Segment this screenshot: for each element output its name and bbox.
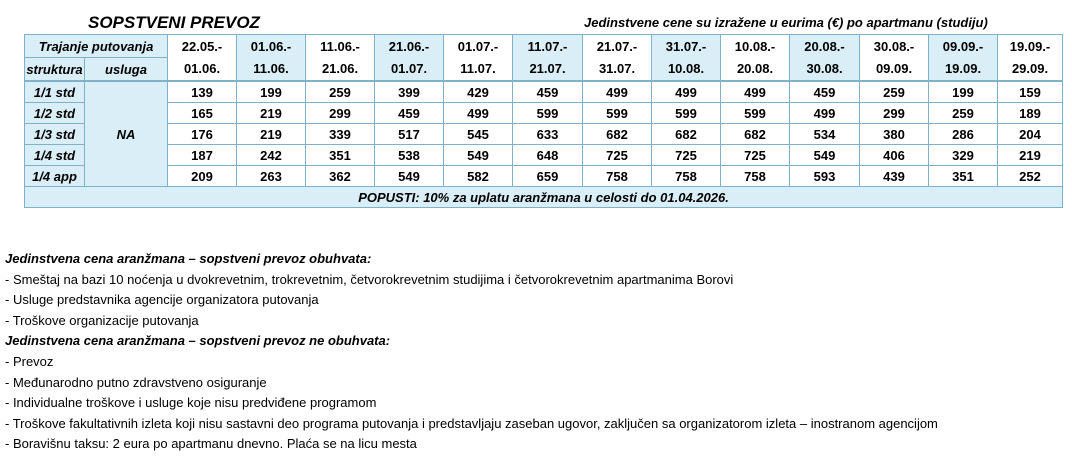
price-cell: 549 (444, 145, 513, 166)
period-header: 11.06.- 21.06. (306, 35, 375, 82)
table-row (25, 103, 1063, 124)
period-header: 01.06.- 11.06. (237, 35, 306, 82)
table-row (25, 145, 1063, 166)
price-cell: 159 (998, 81, 1063, 103)
price-cell: 758 (721, 166, 790, 187)
table-row (25, 124, 1063, 145)
price-cell: 242 (237, 145, 306, 166)
discount-note: POPUSTI: 10% za uplatu aranžmana u celosti do 01.04.2026. (25, 187, 1063, 208)
price-cell: 499 (652, 81, 721, 103)
price-cell: 362 (306, 166, 375, 187)
table-row (25, 166, 1063, 187)
price-cell: 399 (375, 81, 444, 103)
price-cell: 682 (721, 124, 790, 145)
price-cell: 165 (168, 103, 237, 124)
includes-item: - Usluge predstavnika agencije organizatora putovanja (5, 292, 319, 308)
period-header: 22.05.- 01.06. (168, 35, 237, 82)
price-cell: 263 (237, 166, 306, 187)
price-cell: 499 (721, 81, 790, 103)
price-cell: 139 (168, 81, 237, 103)
page-title: SOPSTVENI PREVOZ (88, 13, 260, 32)
period-header: 09.09.- 19.09. (929, 35, 998, 82)
price-cell: 351 (306, 145, 375, 166)
period-header: 01.07.- 11.07. (444, 35, 513, 82)
price-cell: 499 (790, 103, 860, 124)
price-cell: 199 (929, 81, 998, 103)
period-header: 21.07.- 31.07. (583, 35, 652, 82)
duration-header: Trajanje putovanja (25, 35, 168, 58)
price-cell: 219 (237, 103, 306, 124)
price-cell: 259 (306, 81, 375, 103)
price-cell: 259 (929, 103, 998, 124)
structure-header: struktura (25, 58, 85, 82)
price-cell: 534 (790, 124, 860, 145)
price-cell: 339 (306, 124, 375, 145)
structure-cell: 1/2 std (25, 103, 85, 124)
price-cell: 299 (306, 103, 375, 124)
service-cell: NA (85, 81, 168, 187)
price-cell: 406 (860, 145, 929, 166)
price-cell: 259 (860, 81, 929, 103)
price-cell: 549 (375, 166, 444, 187)
price-cell: 459 (790, 81, 860, 103)
price-cell: 599 (513, 103, 583, 124)
period-header: 31.07.- 10.08. (652, 35, 721, 82)
price-cell: 582 (444, 166, 513, 187)
price-cell: 286 (929, 124, 998, 145)
period-header: 10.08.- 20.08. (721, 35, 790, 82)
price-cell: 682 (652, 124, 721, 145)
excludes-item: - Međunarodno putno zdravstveno osiguranje (5, 374, 267, 390)
price-cell: 209 (168, 166, 237, 187)
excludes-item: - Individualne troškove i usluge koje nisu predviđene programom (5, 395, 377, 411)
includes-item: - Smeštaj na bazi 10 noćenja u dvokrevetnim, trokrevetnim, četvorokrevetnim studijima i četvorokrevetnim apartmanima Borovi (5, 271, 734, 287)
includes-item: - Troškove organizacije putovanja (5, 312, 199, 328)
includes-heading: Jedinstvena cena aranžmana – sopstveni prevoz obuhvata: (5, 251, 372, 266)
price-cell: 682 (583, 124, 652, 145)
period-header: 19.09.- 29.09. (998, 35, 1063, 82)
price-cell: 593 (790, 166, 860, 187)
service-header: usluga (85, 58, 168, 82)
excludes-item: - Prevoz (5, 353, 54, 369)
price-cell: 659 (513, 166, 583, 187)
price-cell: 633 (513, 124, 583, 145)
price-cell: 758 (583, 166, 652, 187)
price-cell: 189 (998, 103, 1063, 124)
structure-cell: 1/4 std (25, 145, 85, 166)
price-cell: 459 (513, 81, 583, 103)
excludes-item: - Troškove fakultativnih izleta koji nisu sastavni deo programa putovanja i predstavljaju zaseban ugovor, zaključen sa organizatorom izleta – inostranom agencijom (5, 415, 938, 431)
price-cell: 380 (860, 124, 929, 145)
price-cell: 351 (929, 166, 998, 187)
price-cell: 538 (375, 145, 444, 166)
period-header: 11.07.- 21.07. (513, 35, 583, 82)
price-cell: 599 (583, 103, 652, 124)
period-header: 20.08.- 30.08. (790, 35, 860, 82)
price-cell: 329 (929, 145, 998, 166)
price-cell: 439 (860, 166, 929, 187)
price-cell: 545 (444, 124, 513, 145)
structure-cell: 1/1 std (25, 81, 85, 103)
price-cell: 299 (860, 103, 929, 124)
currency-note: Jedinstvene cene su izražene u eurima (€) po apartmanu (studiju) (584, 15, 988, 30)
price-cell: 725 (652, 145, 721, 166)
price-cell: 725 (721, 145, 790, 166)
price-cell: 517 (375, 124, 444, 145)
price-cell: 758 (652, 166, 721, 187)
price-cell: 599 (721, 103, 790, 124)
conditions-text (5, 249, 938, 455)
structure-cell: 1/3 std (25, 124, 85, 145)
price-cell: 648 (513, 145, 583, 166)
price-cell: 204 (998, 124, 1063, 145)
excludes-item: - Boravišnu taksu: 2 eura po apartmanu dnevno. Plaća se na licu mesta (5, 436, 417, 452)
price-cell: 176 (168, 124, 237, 145)
price-cell: 199 (237, 81, 306, 103)
price-cell: 499 (444, 103, 513, 124)
price-cell: 219 (237, 124, 306, 145)
period-header: 21.06.- 01.07. (375, 35, 444, 82)
price-cell: 549 (790, 145, 860, 166)
structure-cell: 1/4 app (25, 166, 85, 187)
price-cell: 252 (998, 166, 1063, 187)
price-table (24, 34, 1063, 208)
price-cell: 725 (583, 145, 652, 166)
price-cell: 187 (168, 145, 237, 166)
price-cell: 499 (583, 81, 652, 103)
table-row (25, 81, 1063, 103)
price-cell: 599 (652, 103, 721, 124)
price-cell: 429 (444, 81, 513, 103)
period-header: 30.08.- 09.09. (860, 35, 929, 82)
price-cell: 459 (375, 103, 444, 124)
price-cell: 219 (998, 145, 1063, 166)
excludes-heading: Jedinstvena cena aranžmana – sopstveni prevoz ne obuhvata: (5, 333, 391, 349)
